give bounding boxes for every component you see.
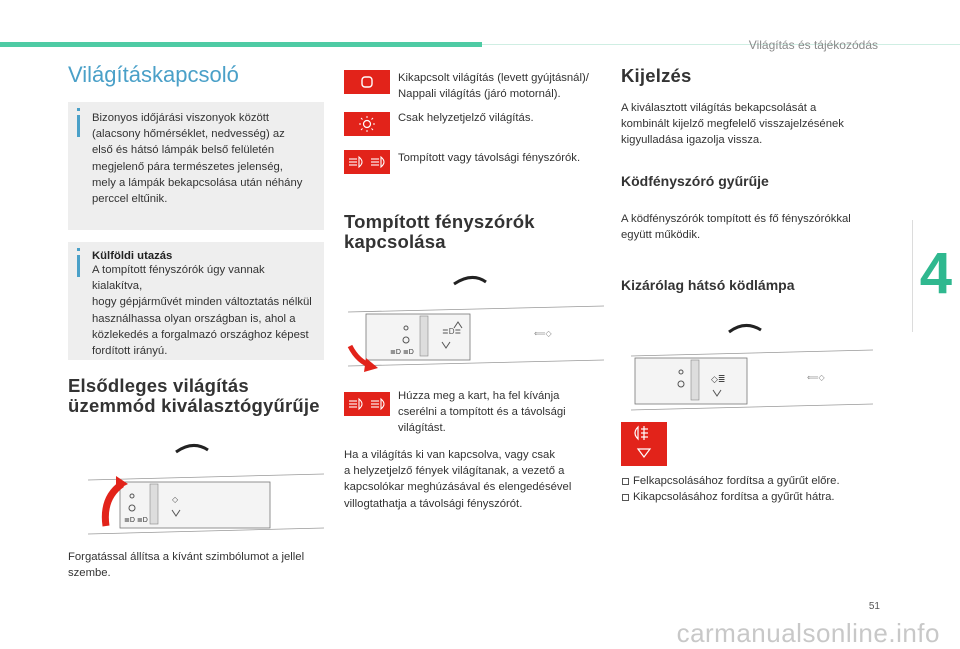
section-title: Világítás és tájékozódás <box>748 38 878 52</box>
steering-wheel-icon <box>176 445 208 452</box>
note-line: perccel eltűnik. <box>92 193 168 206</box>
rear-fog-icon <box>632 425 656 463</box>
info-icon <box>77 248 80 251</box>
symbol-box <box>344 392 390 416</box>
stalk-diagram-rotate <box>68 432 324 542</box>
paragraph-line: kigyulladása igazolja vissza. <box>621 134 763 147</box>
svg-text:⟸◇: ⟸◇ <box>807 373 825 382</box>
info-note-abroad <box>68 242 324 360</box>
info-icon-stem <box>77 115 80 137</box>
dipped-main-beam-icon <box>347 397 387 411</box>
chapter-number: 4 <box>919 241 952 306</box>
symbol-box <box>344 150 390 174</box>
symbol-description: Csak helyzetjelző világítás. <box>398 112 534 124</box>
fog-symbol-icon: ◇ <box>172 495 179 504</box>
dipped-main-beam-icon: ≣D ≣D <box>124 517 148 524</box>
note-line: használhassa olyan országban is, ahol a <box>92 312 296 325</box>
paragraph-line: Ha a világítás ki van kapcsolva, vagy csak <box>344 449 555 461</box>
note-line: A tompított fényszórók úgy vannak kialakítva, <box>92 264 265 293</box>
symbol-description: Tompított vagy távolsági fényszórók. <box>398 152 581 164</box>
note-line: mely a lámpák bekapcsolása után néhány <box>92 176 303 189</box>
note-line: fordított irányú. <box>92 345 168 358</box>
svg-text:⟸◇: ⟸◇ <box>534 329 552 338</box>
rear-fog-icon: ◇≣ <box>711 374 726 384</box>
heading-line: Tompított fényszórók <box>344 211 535 232</box>
symbol-description: cserélni a tompított és a távolsági <box>398 406 566 419</box>
symbol-box <box>344 112 390 136</box>
paragraph-flash <box>344 447 604 512</box>
steering-wheel-icon <box>729 325 761 332</box>
column-left <box>68 62 324 416</box>
info-icon-stem <box>77 255 80 277</box>
title-lighting-switch: Világításkapcsoló <box>68 62 239 87</box>
top-accent-rule <box>0 42 482 47</box>
symbol-row-off <box>344 70 598 102</box>
note-title: Külföldi utazás <box>92 250 173 262</box>
paragraph-line: kombinált kijelző megfelelő visszajelzésének <box>621 118 844 131</box>
symbol-description: Húzza meg a kart, ha fel kívánja <box>398 390 560 402</box>
heading-fog-ring: Ködfényszóró gyűrűje <box>621 172 769 189</box>
dipped-main-beam-icon <box>347 155 387 169</box>
symbol-row-dipped-main <box>344 150 598 174</box>
stalk-diagram-pull <box>344 262 604 374</box>
column-right <box>621 66 877 293</box>
stalk-diagram-fog <box>621 310 877 418</box>
paragraph-line: A ködfényszórók tompított és fő fényszórókkal <box>621 212 851 225</box>
paragraph-line: kapcsolókar meghúzásával és elengedésével <box>344 481 572 494</box>
heading-line: üzemmód kiválasztógyűrűje <box>68 395 320 416</box>
note-line: első és hátsó lámpák belső felületén <box>92 144 275 157</box>
note-line: hogy gépjárművét minden változtatás nélkül <box>92 296 312 309</box>
heading-line: Elsődleges világítás <box>68 375 249 396</box>
dipped-main-beam-icon: ≣D ≣D <box>390 349 414 356</box>
heading-line: kapcsolása <box>344 231 446 252</box>
rotate-arrow-icon <box>105 484 122 526</box>
rear-fog-instructions <box>621 473 877 505</box>
watermark: carmanualsonline.info <box>676 618 940 648</box>
paragraph-line: a helyzetjelző fények világítanak, a vezető a <box>344 465 565 478</box>
paragraph-line: villogtathatja a távolsági fényszórót. <box>344 497 523 510</box>
rear-fog-symbol-box <box>621 422 667 466</box>
symbol-box <box>344 70 390 94</box>
caption-rotate <box>68 549 324 581</box>
paragraph-line: együtt működik. <box>621 228 701 241</box>
heading-dipped-beam <box>344 212 604 252</box>
caption-line: szembe. <box>68 567 111 580</box>
heading-primary-lighting <box>68 376 324 416</box>
heading-rear-fog: Kizárólag hátsó ködlámpa <box>621 277 795 294</box>
bullet-item: Felkapcsolásához fordítsa a gyűrűt előre. <box>621 473 877 489</box>
stalk-body <box>366 314 470 360</box>
caption-line: Forgatással állítsa a kívánt szimbólumot a jellel <box>68 551 305 563</box>
bullet-item: Kikapcsolásához fordítsa a gyűrűt hátra. <box>621 489 877 505</box>
note-line: Bizonyos időjárási viszonyok között <box>92 112 270 124</box>
page-number: 51 <box>868 601 880 612</box>
fog-symbol-icon: ≣D≣ <box>442 327 462 336</box>
paragraph-line: A kiválasztott világítás bekapcsolását a <box>621 102 817 114</box>
off-symbol-icon <box>360 75 374 89</box>
symbol-row-sidelight <box>344 112 598 136</box>
symbol-description: Kikapcsolt világítás (levett gyújtásnál)/ <box>398 72 589 84</box>
symbol-description: világítást. <box>398 422 446 435</box>
note-line: közlekedés a forgalmazó országhoz képest <box>92 328 309 341</box>
steering-wheel-icon <box>454 277 486 284</box>
sidelight-icon <box>357 115 377 133</box>
title-display: Kijelzés <box>621 65 692 86</box>
note-line: megjelenő pára természetes jelenség, <box>92 160 283 173</box>
symbol-row-pull <box>344 388 598 437</box>
top-thin-rule <box>482 44 960 45</box>
info-note-condensation <box>68 102 324 230</box>
fog-text <box>621 211 877 243</box>
symbol-description: Nappali világítás (járó motornál). <box>398 88 561 101</box>
info-icon <box>77 108 80 111</box>
note-line: (alacsony hőmérséklet, nedvesség) az <box>92 128 285 141</box>
display-intro <box>621 100 877 149</box>
